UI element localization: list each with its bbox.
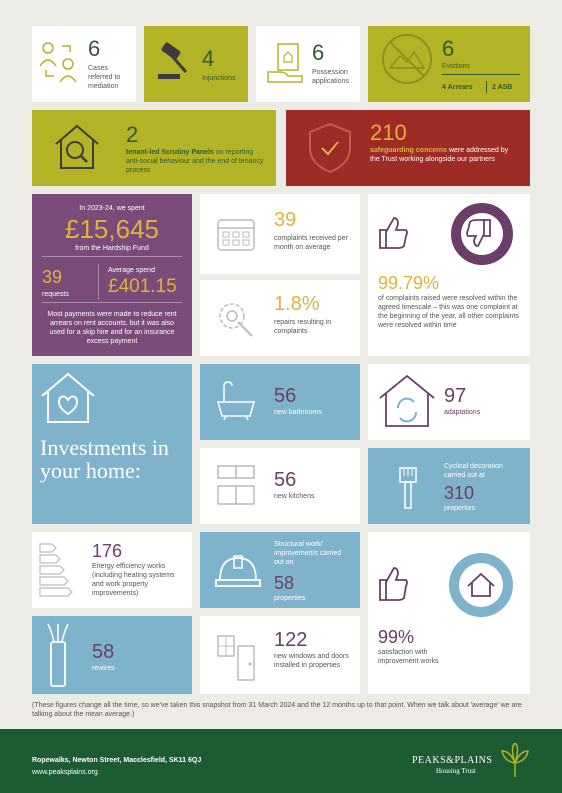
calendar-icon: [216, 214, 256, 254]
injunctions-number: 4: [202, 46, 215, 71]
safeguarding-number: 210: [370, 120, 407, 145]
divider: [486, 81, 487, 93]
divider: [98, 264, 99, 300]
structural-number: 58: [274, 573, 295, 593]
hardship-intro: In 2023-24, we spent: [79, 205, 145, 212]
bathrooms-number: 56: [274, 385, 297, 407]
energy-rating-icon: [38, 542, 74, 600]
scrutiny-label-bold: tenant-led Scrutiny Panels: [126, 149, 214, 156]
scrutiny-label-rest: on reporting anti-social behaviour and the end of tenancy process: [126, 149, 264, 175]
kitchens-card: [200, 448, 360, 524]
disclaimer: (These figures change all the time, so we've taken this snapshot from 31 March 2024 and the 12 months up to that point. When we talk about 'average' we are talking about the mean average.): [32, 702, 522, 719]
safeguarding-label-rest: were addressed by the Trust working alongside our partners: [370, 147, 509, 164]
repairs-label: repairs resulting in complaints: [274, 319, 332, 336]
mediation-card: [32, 26, 136, 102]
evictions-asb: 2 ASB: [492, 84, 513, 91]
no-entry-logo-icon: [380, 32, 434, 86]
cyclical-number: 310: [444, 483, 475, 503]
footer-address: Ropewalks, Newton Street, Macclesfield, SK11 6QJ: [32, 757, 202, 764]
structural-suffix: properties: [274, 595, 306, 602]
investments-card: [32, 364, 192, 524]
rewires-label: rewires: [92, 665, 115, 672]
injunctions-card: [144, 26, 248, 102]
bathrooms-card: [200, 364, 360, 440]
hardship-avg-label: Average spend: [108, 267, 155, 274]
satisfaction-card: [368, 532, 530, 694]
structural-card: [200, 532, 360, 608]
adaptations-card: [368, 364, 530, 440]
structural-label: Structural work/ improvements carried out on: [274, 541, 342, 567]
scrutiny-card: [32, 110, 276, 186]
evictions-number: 6: [442, 36, 455, 61]
windows-number: 122: [274, 629, 308, 651]
hard-hat-icon: [214, 552, 262, 590]
adaptations-label: adaptations: [444, 409, 481, 416]
gear-wrench-icon: [214, 296, 256, 338]
hardship-from: from the Hardship Fund: [75, 245, 149, 252]
energy-card: [32, 532, 192, 608]
bathrooms-label: new bathrooms: [274, 409, 322, 416]
mediation-number: 6: [88, 36, 101, 61]
hardship-card: [32, 194, 192, 356]
divider: [42, 256, 182, 257]
complaints-card: [200, 194, 360, 274]
windows-label: new windows and doors installed in properties: [274, 653, 349, 670]
cable-icon: [42, 622, 74, 688]
safeguarding-card: [286, 110, 530, 186]
logo-subtext: Housing Trust: [436, 767, 476, 775]
adaptations-number: 97: [444, 385, 467, 407]
rewires-card: [32, 616, 192, 694]
safeguarding-label: [370, 146, 516, 164]
injunctions-label: Injunctions: [202, 75, 236, 82]
footer: [0, 729, 562, 793]
paintbrush-icon: [396, 466, 420, 510]
footer-website[interactable]: www.peaksplains.org: [32, 769, 98, 776]
logo-text: PEAKS&PLAINS: [412, 755, 493, 766]
house-refresh-icon: [378, 372, 436, 430]
hardship-amount: £15,645: [65, 214, 159, 244]
safeguarding-label-bold: safeguarding concerns: [370, 147, 448, 154]
complaints-number: 39: [274, 209, 297, 231]
thumbs-up-icon: [376, 564, 412, 604]
window-door-icon: [216, 632, 256, 682]
possession-card: [256, 26, 360, 102]
hardship-note: Most payments were made to reduce rent arrears on rent accounts, but it was also used for a skip hire and for an insurance excess payment: [47, 311, 177, 346]
thumbs-up-icon: [376, 214, 410, 252]
kitchen-icon: [216, 464, 256, 506]
satisfaction-label: satisfaction with improvement works: [378, 649, 439, 666]
hardship-avg-amount: £401.15: [108, 276, 177, 297]
evictions-arrears: 4 Arrears: [442, 84, 473, 91]
windows-card: [200, 616, 360, 694]
house-ring-icon: [448, 552, 514, 618]
document-hand-icon: [266, 42, 306, 86]
repairs-number: 1.8%: [274, 293, 320, 315]
resolved-card: [368, 194, 530, 356]
investments-title: Investments in your home:: [40, 435, 169, 484]
hardship-requests-number: 39: [42, 267, 63, 287]
divider: [42, 302, 182, 303]
scrutiny-label: [126, 148, 266, 175]
cyclical-suffix: properties: [444, 505, 476, 512]
hardship-requests-label: requests: [42, 291, 69, 298]
house-heart-icon: [40, 372, 96, 424]
leaf-logo-icon: [500, 743, 530, 779]
kitchens-number: 56: [274, 469, 297, 491]
shield-check-icon: [306, 120, 354, 174]
resolved-number: 99.79%: [378, 273, 440, 293]
energy-number: 176: [92, 541, 123, 561]
satisfaction-number: 99%: [378, 627, 415, 647]
gavel-icon: [156, 42, 194, 82]
cyclical-label: Cyclical decoration carried out at: [444, 463, 503, 480]
house-magnifier-icon: [52, 122, 102, 172]
people-exchange-icon: [38, 40, 78, 84]
possession-label: Possession applications: [312, 69, 349, 86]
complaints-label: complaints received per month on average: [274, 235, 348, 252]
divider: [442, 74, 520, 75]
bathtub-icon: [216, 380, 256, 422]
resolved-label: of complaints raised were resolved within the agreed timescale – this was one complaint at the beginning of the year, all other complaints were resolved within time: [378, 295, 519, 330]
evictions-card: [368, 26, 530, 102]
thumbs-down-ring-icon: [450, 202, 514, 266]
mediation-label: Cases referred to mediation: [88, 65, 121, 91]
rewires-number: 58: [92, 641, 115, 663]
kitchens-label: new kitchens: [274, 493, 315, 500]
repairs-card: [200, 280, 360, 356]
energy-label: Energy efficiency works (including heating systems and work property improvements): [92, 563, 175, 598]
cyclical-card: [368, 448, 530, 524]
scrutiny-number: 2: [126, 122, 139, 147]
evictions-label: Evictions: [442, 63, 471, 70]
possession-number: 6: [312, 40, 325, 65]
